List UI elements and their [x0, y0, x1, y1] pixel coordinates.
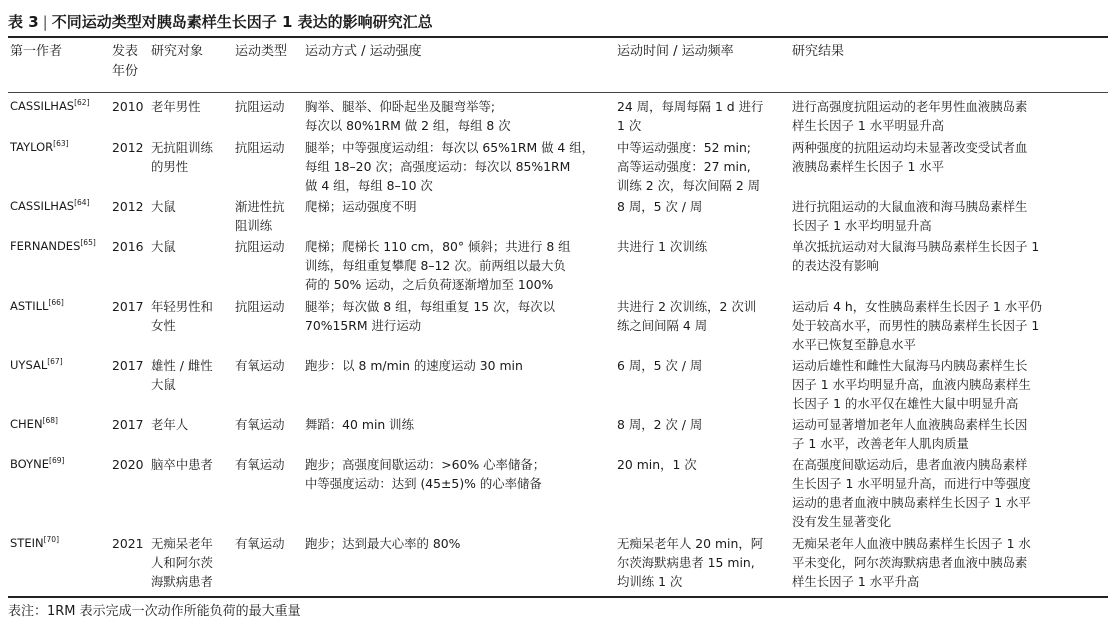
- cell-time: [617, 138, 791, 195]
- author-name: FERNANDES: [10, 239, 81, 253]
- cell-author: [10, 415, 110, 434]
- cell-subject-line: 人和阿尔茨: [151, 555, 213, 570]
- cell-year: 2017: [112, 358, 144, 373]
- cell-time-line: 练之间间隔 4 周: [617, 318, 708, 333]
- cell-method-line: 每组 18–20 次；高强度运动：每次以 85%1RM: [305, 159, 571, 174]
- cell-time-line: 8 周，5 次 / 周: [617, 199, 703, 214]
- cell-result-line: 液胰岛素样生长因子 1 水平: [792, 159, 945, 174]
- cell-type-line: 有氧运动: [235, 536, 285, 551]
- cell-type: [235, 237, 303, 256]
- cell-year: 2010: [112, 99, 144, 114]
- cell-result: [792, 138, 1102, 176]
- cell-time-line: 高等运动强度：27 min,: [617, 159, 751, 174]
- reference-number: [65]: [80, 238, 96, 247]
- author-name: ASTILL: [10, 299, 49, 313]
- cell-time-line: 6 周，5 次 / 周: [617, 358, 703, 373]
- cell-result-line: 子 1 水平，改善老年人肌肉质量: [792, 436, 969, 451]
- cell-subject-line: 无抗阻训练: [151, 140, 213, 155]
- cell-result: [792, 356, 1102, 413]
- cell-method: [305, 297, 615, 335]
- cell-result-line: 平未变化，阿尔茨海默病患者血液中胰岛素: [792, 555, 1028, 570]
- cell-result-line: 进行抗阻运动的大鼠血液和海马胰岛素样生: [792, 199, 1028, 214]
- cell-subject: [151, 415, 233, 434]
- cell-subject-line: 大鼠: [151, 377, 176, 392]
- cell-type-line: 有氧运动: [235, 457, 285, 472]
- cell-result-line: 处于较高水平，而男性的胰岛素样生长因子 1: [792, 318, 1040, 333]
- cell-year: 2012: [112, 140, 144, 155]
- table-caption: [8, 10, 433, 34]
- cell-type: [235, 534, 303, 553]
- cell-author: [10, 534, 110, 553]
- cell-method-line: 爬梯；运动强度不明: [305, 199, 417, 214]
- cell-time-line: 均训练 1 次: [617, 574, 683, 589]
- cell-result: [792, 534, 1102, 591]
- cell-method-line: 每次以 80%1RM 做 2 组，每组 8 次: [305, 118, 511, 133]
- cell-time-line: 中等运动强度：52 min;: [617, 140, 751, 155]
- reference-number: [70]: [43, 535, 59, 544]
- cell-method-line: 中等强度运动：达到 (45±5)% 的心率储备: [305, 476, 542, 491]
- cell-subject-line: 大鼠: [151, 199, 176, 214]
- cell-result-line: 长因子 1 水平均明显升高: [792, 218, 932, 233]
- cell-result-line: 运动后 4 h，女性胰岛素样生长因子 1 水平仍: [792, 299, 1043, 314]
- cell-type-line: 抗阻运动: [235, 299, 285, 314]
- cell-method-line: 跑步；高强度间歇运动：>60% 心率储备；: [305, 457, 546, 472]
- cell-method-line: 跑步；达到最大心率的 80%: [305, 536, 461, 551]
- cell-time: [617, 534, 791, 591]
- cell-time-line: 1 次: [617, 118, 642, 133]
- cell-result-line: 进行高强度抗阻运动的老年男性血液胰岛素: [792, 99, 1028, 114]
- cell-type-line: 抗阻运动: [235, 99, 285, 114]
- cell-result-line: 样生长因子 1 水平明显升高: [792, 118, 945, 133]
- author-name: CASSILHAS: [10, 199, 75, 213]
- header-year-line: 年份: [112, 64, 139, 79]
- cell-method-line: 70%15RM 进行运动: [305, 318, 422, 333]
- cell-subject: [151, 138, 233, 176]
- cell-method-line: 舞蹈：40 min 训练: [305, 417, 414, 432]
- cell-time: [617, 237, 791, 256]
- cell-method-line: 腿举；每次做 8 组，每组重复 15 次，每次以: [305, 299, 556, 314]
- cell-subject-line: 老年人: [151, 417, 189, 432]
- cell-subject-line: 雄性 / 雌性: [151, 358, 213, 373]
- cell-result-line: 生长因子 1 水平明显升高，而进行中等强度: [792, 476, 1031, 491]
- cell-result-line: 在高强度间歇运动后，患者血液内胰岛素样: [792, 457, 1028, 472]
- cell-time-line: 训练 2 次，每次间隔 2 周: [617, 178, 761, 193]
- table-title: 不同运动类型对胰岛素样生长因子 1 表达的影响研究汇总: [51, 13, 433, 31]
- table-top-rule: [8, 36, 1108, 38]
- cell-result: [792, 97, 1102, 135]
- caption-separator: |: [42, 13, 48, 31]
- cell-result-line: 因子 1 水平均明显升高，血液内胰岛素样生: [792, 377, 1031, 392]
- cell-method: [305, 97, 615, 135]
- cell-author: [10, 138, 110, 157]
- cell-subject: [151, 356, 233, 394]
- cell-result: [792, 455, 1102, 531]
- header-result: 研究结果: [792, 44, 845, 59]
- cell-method: [305, 415, 615, 434]
- cell-subject-line: 女性: [151, 318, 176, 333]
- cell-author: [10, 455, 110, 474]
- cell-result-line: 水平已恢复至静息水平: [792, 337, 916, 352]
- header-method: 运动方式 / 运动强度: [305, 44, 422, 59]
- author-name: CASSILHAS: [10, 99, 75, 113]
- cell-type-line: 有氧运动: [235, 417, 285, 432]
- cell-subject: [151, 97, 233, 116]
- cell-result-line: 运动的患者血液中胰岛素样生长因子 1 水平: [792, 495, 1031, 510]
- cell-method: [305, 237, 615, 294]
- author-name: TAYLOR: [10, 140, 54, 154]
- reference-number: [66]: [48, 298, 64, 307]
- cell-year: 2012: [112, 199, 144, 214]
- cell-time-line: 无痴呆老年人 20 min，阿: [617, 536, 764, 551]
- cell-result-line: 两种强度的抗阻运动均未显著改变受试者血: [792, 140, 1028, 155]
- cell-method-line: 腿举；中等强度运动组：每次以 65%1RM 做 4 组，: [305, 140, 595, 155]
- cell-subject: [151, 237, 233, 256]
- reference-number: [63]: [53, 139, 69, 148]
- header-year: [112, 42, 138, 82]
- cell-time: [617, 297, 791, 335]
- cell-time: [617, 197, 791, 216]
- cell-type: [235, 138, 303, 157]
- cell-subject-line: 老年男性: [151, 99, 201, 114]
- cell-subject-line: 无痴呆老年: [151, 536, 213, 551]
- cell-year: 2017: [112, 299, 144, 314]
- cell-time-line: 尔茨海默病患者 15 min,: [617, 555, 755, 570]
- header-rule: [8, 92, 1108, 93]
- cell-result-line: 没有发生显著变化: [792, 514, 892, 529]
- cell-type-line: 有氧运动: [235, 358, 285, 373]
- cell-method-line: 跑步：以 8 m/min 的速度运动 30 min: [305, 358, 523, 373]
- cell-method-line: 荷的 50% 运动，之后负荷逐渐增加至 100%: [305, 277, 554, 292]
- author-name: BOYNE: [10, 457, 50, 471]
- cell-subject-line: 大鼠: [151, 239, 176, 254]
- reference-number: [67]: [47, 357, 63, 366]
- cell-author: [10, 197, 110, 216]
- cell-method: [305, 356, 615, 375]
- cell-year: 2016: [112, 239, 144, 254]
- cell-type-line: 抗阻运动: [235, 140, 285, 155]
- cell-result: [792, 297, 1102, 354]
- header-author: 第一作者: [10, 44, 63, 59]
- cell-type-line: 渐进性抗: [235, 199, 285, 214]
- cell-result-line: 无痴呆老年人血液中胰岛素样生长因子 1 水: [792, 536, 1031, 551]
- cell-type: [235, 415, 303, 434]
- cell-result: [792, 415, 1102, 453]
- cell-method: [305, 455, 615, 493]
- cell-subject-line: 海默病患者: [151, 574, 213, 589]
- author-name: CHEN: [10, 417, 43, 431]
- table-bottom-rule: [8, 596, 1108, 598]
- cell-year: 2020: [112, 457, 144, 472]
- cell-type-line: 抗阻运动: [235, 239, 285, 254]
- cell-subject-line: 脑卒中患者: [151, 457, 213, 472]
- reference-number: [69]: [49, 456, 65, 465]
- cell-method-line: 做 4 组，每组 8–10 次: [305, 178, 433, 193]
- cell-type-line: 阻训练: [235, 218, 273, 233]
- cell-method: [305, 197, 615, 216]
- cell-subject: [151, 197, 233, 216]
- cell-method-line: 训练，每组重复攀爬 8–12 次。前两组以最大负: [305, 258, 566, 273]
- header-type: 运动类型: [235, 44, 288, 59]
- table-number: 表 3: [8, 13, 39, 31]
- cell-subject-line: 年轻男性和: [151, 299, 213, 314]
- cell-author: [10, 297, 110, 316]
- cell-subject: [151, 534, 233, 591]
- cell-method-line: 爬梯；爬梯长 110 cm，80° 倾斜；共进行 8 组: [305, 239, 571, 254]
- cell-result-line: 的表达没有影响: [792, 258, 879, 273]
- cell-time: [617, 415, 791, 434]
- cell-time: [617, 97, 791, 135]
- cell-method: [305, 138, 615, 195]
- cell-result: [792, 237, 1102, 275]
- reference-number: [62]: [74, 98, 90, 107]
- author-name: STEIN: [10, 536, 44, 550]
- cell-year: 2017: [112, 417, 144, 432]
- cell-type: [235, 97, 303, 116]
- cell-time-line: 20 min，1 次: [617, 457, 697, 472]
- header-time: 运动时间 / 运动频率: [617, 44, 734, 59]
- cell-time: [617, 356, 791, 375]
- cell-author: [10, 237, 110, 256]
- cell-result: [792, 197, 1102, 235]
- cell-result-line: 单次抵抗运动对大鼠海马胰岛素样生长因子 1: [792, 239, 1040, 254]
- header-subject: 研究对象: [151, 44, 204, 59]
- cell-method: [305, 534, 615, 553]
- cell-time-line: 24 周，每周每隔 1 d 进行: [617, 99, 764, 114]
- cell-year: 2021: [112, 536, 144, 551]
- cell-time-line: 8 周，2 次 / 周: [617, 417, 703, 432]
- cell-result-line: 运动后雄性和雌性大鼠海马内胰岛素样生长: [792, 358, 1028, 373]
- cell-time-line: 共进行 1 次训练: [617, 239, 708, 254]
- cell-subject: [151, 297, 233, 335]
- table-footnote: 表注：1RM 表示完成一次动作所能负荷的最大重量: [8, 604, 301, 619]
- cell-subject-line: 的男性: [151, 159, 189, 174]
- cell-time-line: 共进行 2 次训练，2 次训: [617, 299, 757, 314]
- cell-subject: [151, 455, 233, 474]
- cell-author: [10, 97, 110, 116]
- reference-number: [64]: [74, 198, 90, 207]
- cell-type: [235, 455, 303, 474]
- cell-type: [235, 356, 303, 375]
- cell-author: [10, 356, 110, 375]
- author-name: UYSAL: [10, 358, 48, 372]
- cell-time: [617, 455, 791, 474]
- cell-result-line: 长因子 1 的水平仅在雄性大鼠中明显升高: [792, 396, 1019, 411]
- cell-type: [235, 197, 303, 235]
- cell-type: [235, 297, 303, 316]
- cell-method-line: 胸举、腿举、仰卧起坐及腿弯举等;: [305, 99, 496, 114]
- cell-result-line: 样生长因子 1 水平升高: [792, 574, 920, 589]
- header-year-line: 发表: [112, 44, 139, 59]
- cell-result-line: 运动可显著增加老年人血液胰岛素样生长因: [792, 417, 1028, 432]
- reference-number: [68]: [42, 416, 58, 425]
